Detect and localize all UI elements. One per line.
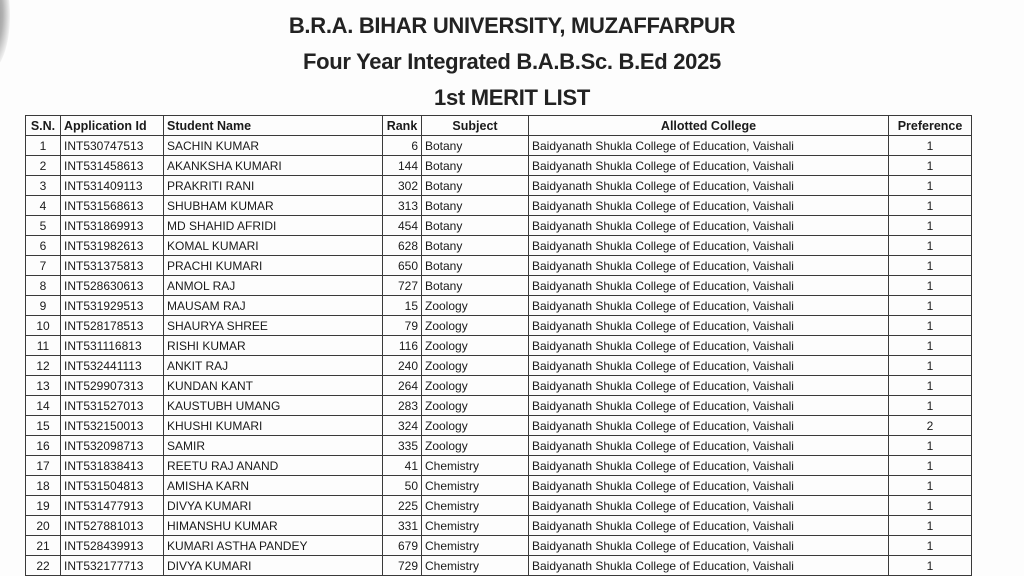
merit-list-title: 1st MERIT LIST (434, 85, 590, 110)
table-row (26, 216, 972, 236)
subject-cell: Zoology (422, 416, 529, 436)
sn-cell: 12 (26, 356, 61, 376)
table-row (26, 276, 972, 296)
allotted-college-cell: Baidyanath Shukla College of Education, Vaishali (529, 216, 889, 236)
table-row (26, 456, 972, 476)
student-name-cell: AMISHA KARN (164, 476, 383, 496)
allotted-college-cell: Baidyanath Shukla College of Education, Vaishali (529, 456, 889, 476)
sn-cell: 4 (26, 196, 61, 216)
allotted-college-cell: Baidyanath Shukla College of Education, Vaishali (529, 176, 889, 196)
column-header-preference: Preference (889, 116, 972, 136)
sn-cell: 20 (26, 516, 61, 536)
table-row (26, 556, 972, 576)
column-header-sn: S.N. (26, 116, 61, 136)
student-name-cell: SHUBHAM KUMAR (164, 196, 383, 216)
subject-cell: Chemistry (422, 516, 529, 536)
preference-cell: 1 (889, 516, 972, 536)
rank-cell: 679 (383, 536, 422, 556)
application-id-cell: INT532150013 (61, 416, 164, 436)
university-title: B.R.A. BIHAR UNIVERSITY, MUZAFFARPUR (288, 13, 736, 38)
application-id-cell: INT531504813 (61, 476, 164, 496)
application-id-cell: INT531838413 (61, 456, 164, 476)
table-row (26, 476, 972, 496)
rank-cell: 116 (383, 336, 422, 356)
subject-cell: Zoology (422, 376, 529, 396)
preference-cell: 1 (889, 336, 972, 356)
preference-cell: 1 (889, 456, 972, 476)
student-name-cell: KUMARI ASTHA PANDEY (164, 536, 383, 556)
application-id-cell: INT532441113 (61, 356, 164, 376)
student-name-cell: KOMAL KUMARI (164, 236, 383, 256)
application-id-cell: INT529907313 (61, 376, 164, 396)
student-name-cell: DIVYA KUMARI (164, 556, 383, 576)
allotted-college-cell: Baidyanath Shukla College of Education, Vaishali (529, 276, 889, 296)
application-id-cell: INT532177713 (61, 556, 164, 576)
table-row (26, 196, 972, 216)
sn-cell: 22 (26, 556, 61, 576)
table-row (26, 176, 972, 196)
preference-cell: 1 (889, 236, 972, 256)
student-name-cell: AKANKSHA KUMARI (164, 156, 383, 176)
allotted-college-cell: Baidyanath Shukla College of Education, Vaishali (529, 136, 889, 156)
subject-cell: Botany (422, 136, 529, 156)
rank-cell: 283 (383, 396, 422, 416)
rank-cell: 727 (383, 276, 422, 296)
preference-cell: 1 (889, 496, 972, 516)
application-id-cell: INT528178513 (61, 316, 164, 336)
allotted-college-cell: Baidyanath Shukla College of Education, Vaishali (529, 336, 889, 356)
allotted-college-cell: Baidyanath Shukla College of Education, Vaishali (529, 476, 889, 496)
student-name-cell: HIMANSHU KUMAR (164, 516, 383, 536)
table-row (26, 336, 972, 356)
student-name-cell: PRACHI KUMARI (164, 256, 383, 276)
program-title: Four Year Integrated B.A.B.Sc. B.Ed 2025 (303, 49, 721, 74)
allotted-college-cell: Baidyanath Shukla College of Education, Vaishali (529, 416, 889, 436)
rank-cell: 729 (383, 556, 422, 576)
table-row (26, 256, 972, 276)
sn-cell: 2 (26, 156, 61, 176)
sn-cell: 14 (26, 396, 61, 416)
sn-cell: 9 (26, 296, 61, 316)
subject-cell: Zoology (422, 336, 529, 356)
subject-cell: Botany (422, 276, 529, 296)
allotted-college-cell: Baidyanath Shukla College of Education, Vaishali (529, 196, 889, 216)
application-id-cell: INT531568613 (61, 196, 164, 216)
table-row (26, 156, 972, 176)
application-id-cell: INT531869913 (61, 216, 164, 236)
sn-cell: 5 (26, 216, 61, 236)
sn-cell: 19 (26, 496, 61, 516)
allotted-college-cell: Baidyanath Shukla College of Education, Vaishali (529, 556, 889, 576)
subject-cell: Chemistry (422, 476, 529, 496)
allotted-college-cell: Baidyanath Shukla College of Education, Vaishali (529, 516, 889, 536)
rank-cell: 240 (383, 356, 422, 376)
table-row (26, 316, 972, 336)
student-name-cell: PRAKRITI RANI (164, 176, 383, 196)
rank-cell: 628 (383, 236, 422, 256)
rank-cell: 79 (383, 316, 422, 336)
application-id-cell: INT531527013 (61, 396, 164, 416)
preference-cell: 1 (889, 536, 972, 556)
student-name-cell: KUNDAN KANT (164, 376, 383, 396)
student-name-cell: KAUSTUBH UMANG (164, 396, 383, 416)
allotted-college-cell: Baidyanath Shukla College of Education, Vaishali (529, 316, 889, 336)
preference-cell: 1 (889, 356, 972, 376)
preference-cell: 1 (889, 376, 972, 396)
table-header-row (26, 116, 972, 136)
student-name-cell: MAUSAM RAJ (164, 296, 383, 316)
merit-list-table (25, 115, 972, 576)
column-header-application-id: Application Id (61, 116, 164, 136)
sn-cell: 16 (26, 436, 61, 456)
student-name-cell: SAMIR (164, 436, 383, 456)
sn-cell: 7 (26, 256, 61, 276)
application-id-cell: INT531116813 (61, 336, 164, 356)
rank-cell: 331 (383, 516, 422, 536)
preference-cell: 1 (889, 176, 972, 196)
table-row (26, 396, 972, 416)
application-id-cell: INT531409113 (61, 176, 164, 196)
sn-cell: 3 (26, 176, 61, 196)
rank-cell: 15 (383, 296, 422, 316)
allotted-college-cell: Baidyanath Shukla College of Education, Vaishali (529, 236, 889, 256)
application-id-cell: INT531458613 (61, 156, 164, 176)
table-row (26, 136, 972, 156)
table-row (26, 356, 972, 376)
table-row (26, 236, 972, 256)
preference-cell: 1 (889, 216, 972, 236)
sn-cell: 8 (26, 276, 61, 296)
subject-cell: Botany (422, 256, 529, 276)
sn-cell: 17 (26, 456, 61, 476)
application-id-cell: INT531375813 (61, 256, 164, 276)
table-row (26, 296, 972, 316)
table-row (26, 496, 972, 516)
student-name-cell: KHUSHI KUMARI (164, 416, 383, 436)
rank-cell: 264 (383, 376, 422, 396)
rank-cell: 6 (383, 136, 422, 156)
preference-cell: 1 (889, 556, 972, 576)
sn-cell: 1 (26, 136, 61, 156)
student-name-cell: SACHIN KUMAR (164, 136, 383, 156)
subject-cell: Botany (422, 236, 529, 256)
column-header-student-name: Student Name (164, 116, 383, 136)
table-row (26, 436, 972, 456)
rank-cell: 41 (383, 456, 422, 476)
table-row (26, 516, 972, 536)
rank-cell: 50 (383, 476, 422, 496)
allotted-college-cell: Baidyanath Shukla College of Education, Vaishali (529, 356, 889, 376)
column-header-allotted-college: Allotted College (529, 116, 889, 136)
subject-cell: Zoology (422, 316, 529, 336)
application-id-cell: INT528630613 (61, 276, 164, 296)
student-name-cell: MD SHAHID AFRIDI (164, 216, 383, 236)
allotted-college-cell: Baidyanath Shukla College of Education, Vaishali (529, 296, 889, 316)
rank-cell: 225 (383, 496, 422, 516)
subject-cell: Zoology (422, 396, 529, 416)
preference-cell: 1 (889, 156, 972, 176)
rank-cell: 324 (383, 416, 422, 436)
column-header-rank: Rank (383, 116, 422, 136)
rank-cell: 454 (383, 216, 422, 236)
rank-cell: 144 (383, 156, 422, 176)
subject-cell: Botany (422, 216, 529, 236)
application-id-cell: INT531982613 (61, 236, 164, 256)
table-row (26, 416, 972, 436)
application-id-cell: INT532098713 (61, 436, 164, 456)
table-row (26, 536, 972, 556)
preference-cell: 2 (889, 416, 972, 436)
sn-cell: 18 (26, 476, 61, 496)
allotted-college-cell: Baidyanath Shukla College of Education, Vaishali (529, 536, 889, 556)
subject-cell: Zoology (422, 436, 529, 456)
preference-cell: 1 (889, 396, 972, 416)
subject-cell: Chemistry (422, 496, 529, 516)
application-id-cell: INT531929513 (61, 296, 164, 316)
subject-cell: Zoology (422, 296, 529, 316)
student-name-cell: ANKIT RAJ (164, 356, 383, 376)
subject-cell: Chemistry (422, 456, 529, 476)
subject-cell: Botany (422, 156, 529, 176)
preference-cell: 1 (889, 196, 972, 216)
application-id-cell: INT527881013 (61, 516, 164, 536)
table-row (26, 376, 972, 396)
subject-cell: Chemistry (422, 556, 529, 576)
application-id-cell: INT530747513 (61, 136, 164, 156)
sn-cell: 21 (26, 536, 61, 556)
subject-cell: Zoology (422, 356, 529, 376)
application-id-cell: INT528439913 (61, 536, 164, 556)
student-name-cell: RISHI KUMAR (164, 336, 383, 356)
preference-cell: 1 (889, 476, 972, 496)
preference-cell: 1 (889, 136, 972, 156)
preference-cell: 1 (889, 316, 972, 336)
allotted-college-cell: Baidyanath Shukla College of Education, Vaishali (529, 436, 889, 456)
rank-cell: 313 (383, 196, 422, 216)
preference-cell: 1 (889, 276, 972, 296)
sn-cell: 11 (26, 336, 61, 356)
allotted-college-cell: Baidyanath Shukla College of Education, Vaishali (529, 396, 889, 416)
rank-cell: 335 (383, 436, 422, 456)
sn-cell: 6 (26, 236, 61, 256)
preference-cell: 1 (889, 296, 972, 316)
sn-cell: 15 (26, 416, 61, 436)
rank-cell: 650 (383, 256, 422, 276)
application-id-cell: INT531477913 (61, 496, 164, 516)
allotted-college-cell: Baidyanath Shukla College of Education, Vaishali (529, 376, 889, 396)
preference-cell: 1 (889, 256, 972, 276)
student-name-cell: SHAURYA SHREE (164, 316, 383, 336)
sn-cell: 13 (26, 376, 61, 396)
student-name-cell: ANMOL RAJ (164, 276, 383, 296)
sn-cell: 10 (26, 316, 61, 336)
table-body (26, 136, 972, 576)
allotted-college-cell: Baidyanath Shukla College of Education, Vaishali (529, 256, 889, 276)
allotted-college-cell: Baidyanath Shukla College of Education, Vaishali (529, 496, 889, 516)
preference-cell: 1 (889, 436, 972, 456)
student-name-cell: DIVYA KUMARI (164, 496, 383, 516)
allotted-college-cell: Baidyanath Shukla College of Education, Vaishali (529, 156, 889, 176)
column-header-subject: Subject (422, 116, 529, 136)
subject-cell: Chemistry (422, 536, 529, 556)
subject-cell: Botany (422, 196, 529, 216)
student-name-cell: REETU RAJ ANAND (164, 456, 383, 476)
rank-cell: 302 (383, 176, 422, 196)
subject-cell: Botany (422, 176, 529, 196)
